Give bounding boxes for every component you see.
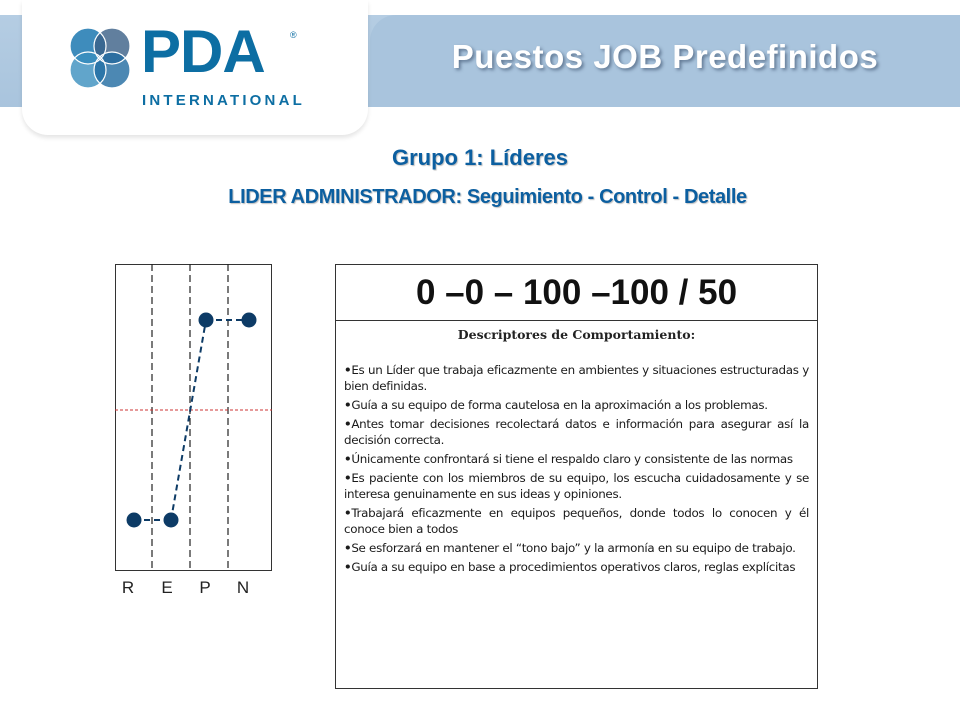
descriptor-text: Es un Líder que trabaja eficazmente en ambientes y situaciones estructuradas y bien definidas.: [344, 363, 809, 393]
axis-label-p: P: [199, 578, 211, 597]
descriptor-item: [344, 470, 809, 502]
bullet-icon: •: [344, 560, 352, 574]
descriptor-text: Guía a su equipo en base a procedimientos operativos claros, reglas explícitas: [351, 560, 796, 574]
logo-registered-mark: ®: [290, 30, 297, 40]
descriptor-list: [336, 362, 817, 575]
descriptor-item: [344, 397, 809, 413]
descriptor-caption: Descriptores de Comportamiento:: [457, 327, 696, 342]
bullet-icon: •: [344, 417, 352, 431]
axis-label-e: E: [161, 578, 173, 597]
group-title: Grupo 1: Líderes: [391, 145, 569, 170]
bullet-icon: •: [344, 363, 352, 377]
profile-score: 0 –0 – 100 –100 / 50: [336, 265, 817, 321]
profile-segment: [171, 320, 206, 520]
descriptor-text: Guía a su equipo de forma cautelosa en la aproximación a los problemas.: [351, 398, 768, 412]
bullet-icon: •: [344, 541, 352, 555]
bullet-icon: •: [344, 398, 352, 412]
profile-graph: [100, 255, 290, 585]
page-title: Puestos JOB Predefinidos: [451, 38, 879, 75]
graph-profile: [127, 313, 257, 528]
descriptor-text: Se esforzará en mantener el “tono bajo” y la armonía en su equipo de trabajo.: [351, 541, 796, 555]
descriptor-text: Es paciente con los miembros de su equipo, los escucha cuidadosamente y se interesa genuinamente en sus ideas y opiniones.: [344, 471, 809, 501]
descriptor-text: Únicamente confrontará si tiene el respaldo claro y consistente de las normas: [351, 452, 793, 466]
profile-point: [164, 513, 179, 528]
descriptor-item: [344, 451, 809, 467]
logo-subtitle: INTERNATIONAL: [142, 92, 305, 109]
pda-logo-icon: [66, 24, 136, 94]
descriptor-text: Trabajará eficazmente en equipos pequeños, donde todos lo conocen y él conoce bien a todos: [344, 506, 809, 536]
descriptor-item: [344, 362, 809, 394]
role-subtitle: LIDER ADMINISTRADOR: Seguimiento - Control - Detalle: [228, 186, 747, 208]
profile-point: [127, 513, 142, 528]
logo-wordmark: PDA: [141, 18, 265, 85]
descriptor-item: [344, 505, 809, 537]
profile-point: [199, 313, 214, 328]
descriptor-panel: [335, 264, 818, 689]
descriptor-item: [344, 416, 809, 448]
axis-label-n: N: [236, 578, 250, 597]
descriptor-item: [344, 559, 809, 575]
descriptor-text: Antes tomar decisiones recolectará datos e información para asegurar así la decisión correcta.: [344, 417, 809, 447]
descriptor-item: [344, 540, 809, 556]
profile-point: [242, 313, 257, 328]
bullet-icon: •: [344, 506, 352, 520]
axis-label-r: R: [121, 578, 135, 597]
bullet-icon: •: [344, 471, 352, 485]
bullet-icon: •: [344, 452, 352, 466]
